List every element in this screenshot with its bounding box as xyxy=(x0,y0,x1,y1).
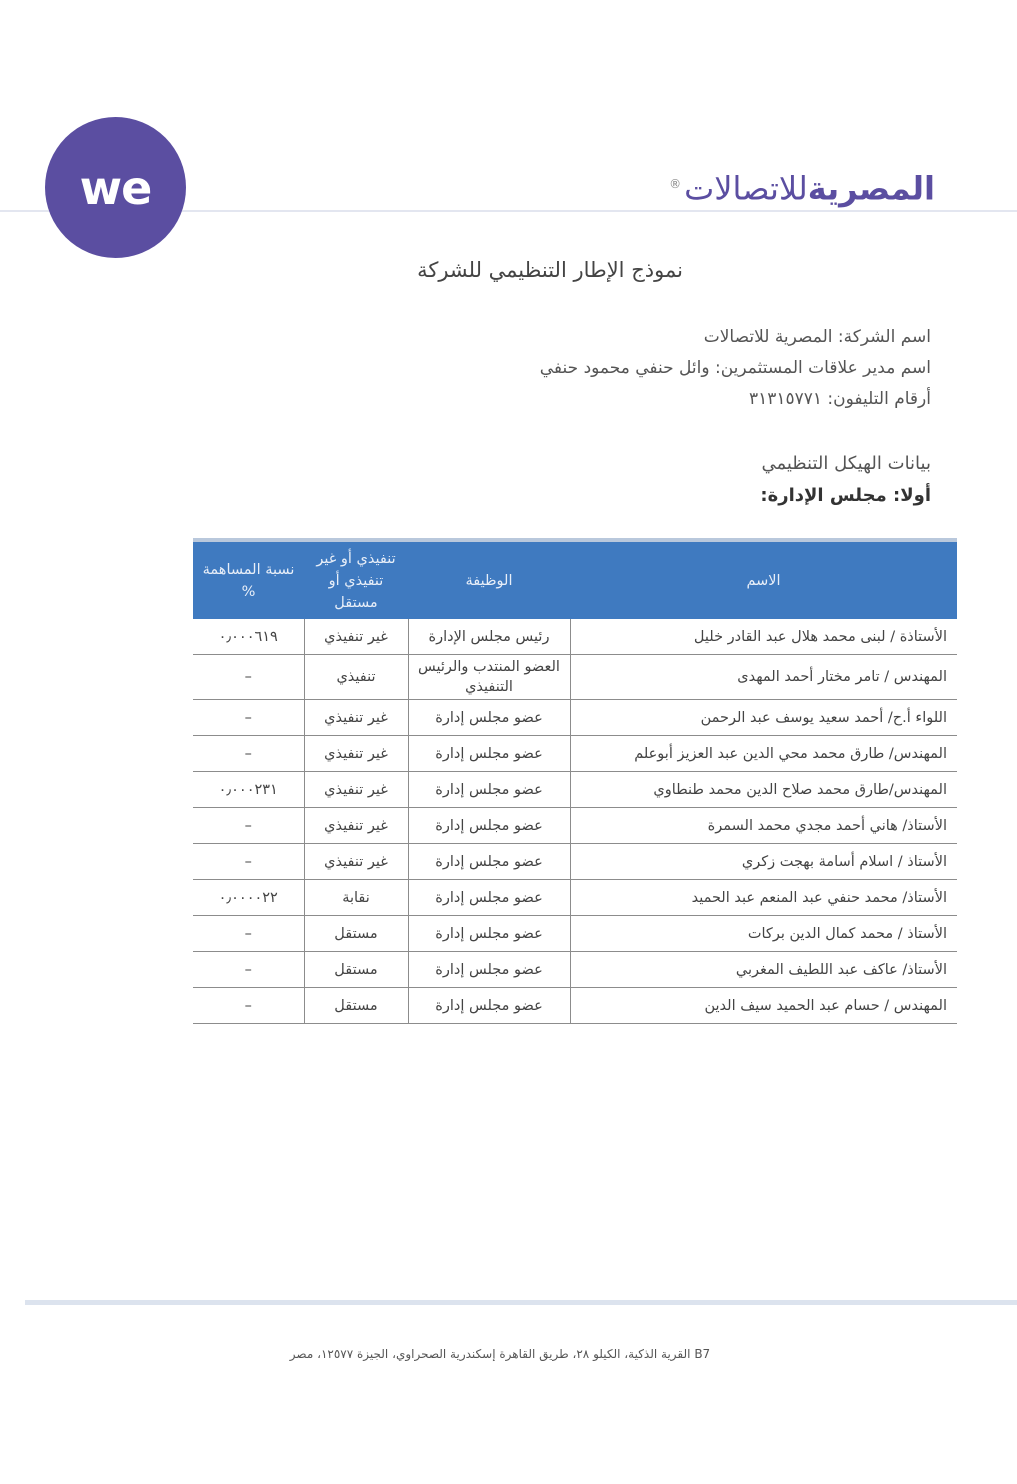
section-subtitle: أولا: مجلس الإدارة: xyxy=(760,485,931,506)
phone-numbers: أرقام التليفون: ٣١٣١٥٧٧١ xyxy=(748,389,931,409)
header-status: تنفيذي أو غير تنفيذي أو مستقل xyxy=(304,540,408,619)
table-row xyxy=(193,880,957,916)
document-title: نموذج الإطار التنظيمي للشركة xyxy=(417,258,683,282)
member-name: المهندس/ طارق محمد محي الدين عبد العزيز أبوعلم xyxy=(570,736,957,772)
member-position: عضو مجلس إدارة xyxy=(408,916,570,952)
we-logo-text: we xyxy=(79,160,152,215)
member-status: غير تنفيذي xyxy=(304,808,408,844)
member-status: تنفيذي xyxy=(304,655,408,700)
structure-section xyxy=(760,448,931,512)
member-name: الأستاذ/ هاني أحمد مجدي محمد السمرة xyxy=(570,808,957,844)
member-share: ٠٫٠٠٠٢٣١ xyxy=(193,772,304,808)
table-row xyxy=(193,988,957,1024)
member-share: – xyxy=(193,700,304,736)
registered-mark: ® xyxy=(669,177,682,191)
member-name: اللواء أ.ح/ أحمد سعيد يوسف عبد الرحمن xyxy=(570,700,957,736)
member-status: غير تنفيذي xyxy=(304,619,408,655)
member-status: غير تنفيذي xyxy=(304,844,408,880)
footer-divider xyxy=(25,1300,1017,1305)
member-share: – xyxy=(193,655,304,700)
table-row xyxy=(193,736,957,772)
member-status: مستقل xyxy=(304,916,408,952)
board-table xyxy=(193,538,957,1024)
table-row xyxy=(193,808,957,844)
member-status: مستقل xyxy=(304,952,408,988)
member-position: عضو مجلس إدارة xyxy=(408,880,570,916)
member-position: عضو مجلس إدارة xyxy=(408,736,570,772)
table-row xyxy=(193,916,957,952)
brand-wordmark xyxy=(669,160,935,213)
member-position: العضو المنتدب والرئيس التنفيذي xyxy=(408,655,570,700)
member-share: ٠٫٠٠٠٠٢٢ xyxy=(193,880,304,916)
ir-manager: اسم مدير علاقات المستثمرين: وائل حنفي محمود حنفي xyxy=(539,358,931,378)
member-status: نقابة xyxy=(304,880,408,916)
we-logo xyxy=(45,117,186,258)
member-name: الأستاذ / محمد كمال الدين بركات xyxy=(570,916,957,952)
header-name: الاسم xyxy=(570,540,957,619)
member-name: الأستاذ/ عاكف عبد اللطيف المغربي xyxy=(570,952,957,988)
header-share: نسبة المساهمة % xyxy=(193,540,304,619)
header-position: الوظيفة xyxy=(408,540,570,619)
company-name: اسم الشركة: المصرية للاتصالات xyxy=(703,327,931,347)
section-title: بيانات الهيكل التنظيمي xyxy=(761,453,931,474)
member-position: عضو مجلس إدارة xyxy=(408,772,570,808)
member-position: رئيس مجلس الإدارة xyxy=(408,619,570,655)
member-name: الأستاذة / لبنى محمد هلال عبد القادر خليل xyxy=(570,619,957,655)
member-position: عضو مجلس إدارة xyxy=(408,808,570,844)
member-status: غير تنفيذي xyxy=(304,700,408,736)
table-row xyxy=(193,952,957,988)
table-row xyxy=(193,772,957,808)
brand-part2: للاتصالات xyxy=(684,169,808,208)
member-share: – xyxy=(193,808,304,844)
footer-address: B7 القرية الذكية، الكيلو ٢٨، طريق القاهرة إسكندرية الصحراوي، الجيزة ١٢٥٧٧، مصر xyxy=(289,1347,711,1361)
member-name: المهندس/طارق محمد صلاح الدين محمد طنطاوي xyxy=(570,772,957,808)
member-status: مستقل xyxy=(304,988,408,1024)
member-name: المهندس / تامر مختار أحمد المهدى xyxy=(570,655,957,700)
member-status: غير تنفيذي xyxy=(304,736,408,772)
member-name: المهندس / حسام عبد الحميد سيف الدين xyxy=(570,988,957,1024)
table-header-row xyxy=(193,540,957,619)
member-position: عضو مجلس إدارة xyxy=(408,844,570,880)
member-share: – xyxy=(193,988,304,1024)
brand-part1: المصرية xyxy=(807,169,935,208)
table-row xyxy=(193,619,957,655)
table-row xyxy=(193,844,957,880)
member-name: الأستاذ/ محمد حنفي عبد المنعم عبد الحميد xyxy=(570,880,957,916)
member-name: الأستاذ / اسلام أسامة بهجت زكري xyxy=(570,844,957,880)
member-status: غير تنفيذي xyxy=(304,772,408,808)
member-share: – xyxy=(193,952,304,988)
member-share: – xyxy=(193,844,304,880)
member-position: عضو مجلس إدارة xyxy=(408,952,570,988)
member-position: عضو مجلس إدارة xyxy=(408,700,570,736)
table-row xyxy=(193,700,957,736)
member-share: – xyxy=(193,916,304,952)
member-share: ٠٫٠٠٠٦١٩ xyxy=(193,619,304,655)
table-row xyxy=(193,655,957,700)
company-info xyxy=(540,322,931,415)
member-position: عضو مجلس إدارة xyxy=(408,988,570,1024)
member-share: – xyxy=(193,736,304,772)
